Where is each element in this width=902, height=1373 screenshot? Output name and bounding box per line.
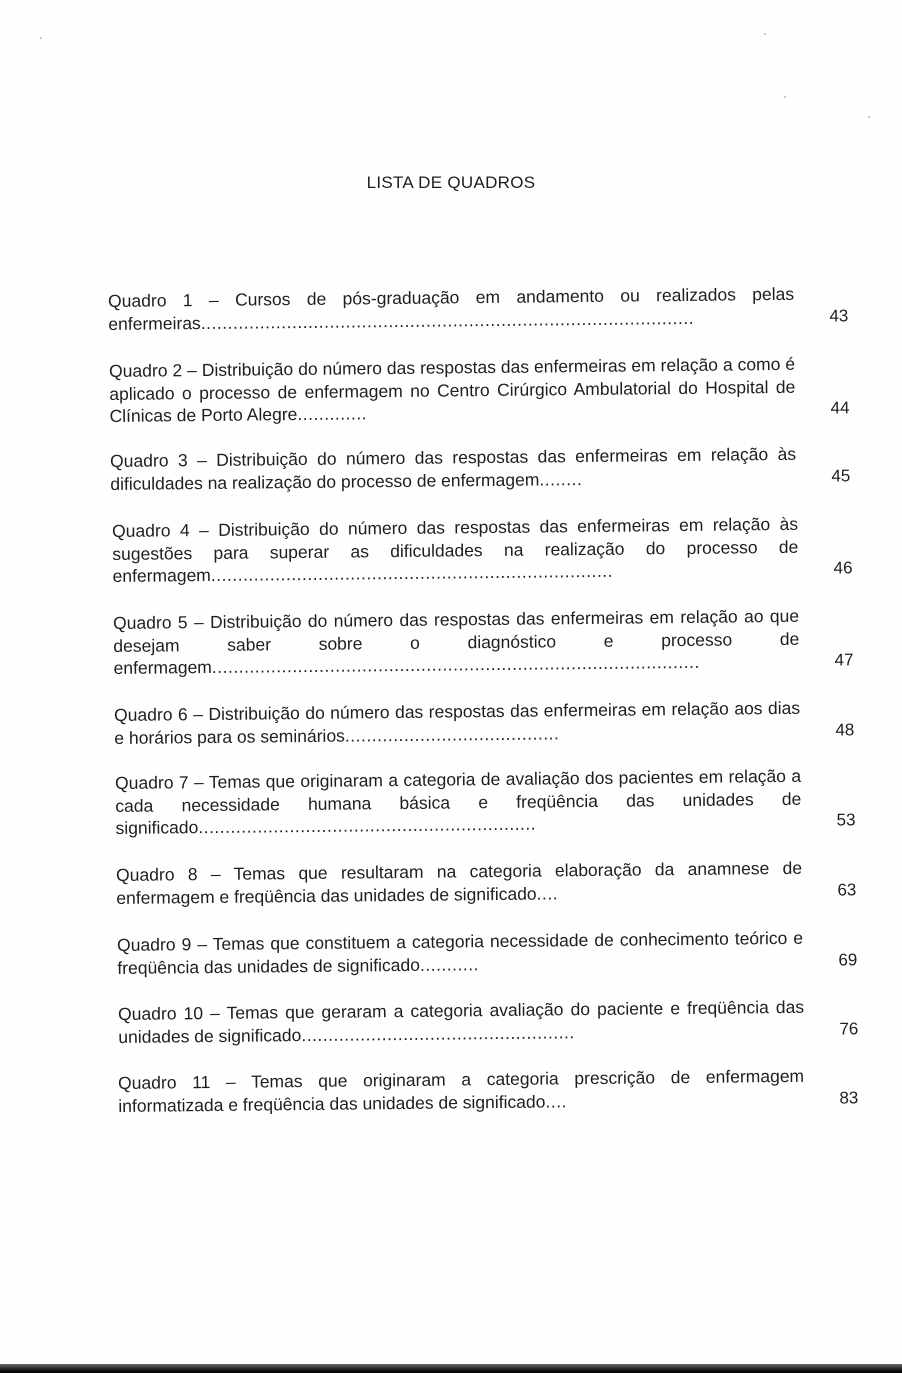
- entry-title: Quadro 6 – Distribuição do número das respostas das enfermeiras em relação aos dias e horários para os seminários: [114, 697, 801, 748]
- entry-title: Quadro 11 – Temas que originaram a categoria prescrição de enfermagem informatizada e freqüência das unidades de significado: [118, 1065, 805, 1116]
- list-item: [115, 764, 856, 839]
- scan-speck: [784, 96, 786, 98]
- entry-text: [118, 996, 804, 1048]
- page-number: 83: [839, 1087, 859, 1107]
- list-item: [118, 1064, 858, 1117]
- entry-title: Quadro 2 – Distribuição do número das respostas das enfermeiras em relação a como é aplicado o processo de enfermagem no Centro Cirúrgico Ambulatorial do Hospital de Clínicas de Porto Alegre: [109, 353, 796, 426]
- entry-title: Quadro 1 – Cursos de pós-graduação em andamento ou realizados pelas enfermeiras: [108, 283, 795, 334]
- entry-text: [118, 1065, 804, 1117]
- page-number: 47: [834, 650, 854, 670]
- entry-title: Quadro 10 – Temas que geraram a categoria avaliação do paciente e freqüência das unidades de significado: [118, 996, 805, 1047]
- entry-title: Quadro 7 – Temas que originaram a categoria de avaliação dos pacientes em relação a cada necessidade humana básica e freqüência das unidades de significado: [115, 765, 802, 838]
- entry-text: [114, 697, 800, 749]
- leader-dots: ........................................: [344, 722, 560, 746]
- entry-text: [115, 765, 802, 840]
- entry-text: [113, 605, 800, 680]
- list-item: [112, 512, 853, 587]
- list-item: [113, 604, 854, 679]
- leader-dots: .............: [297, 403, 368, 425]
- page-number: 69: [838, 949, 858, 969]
- page-number: 43: [829, 305, 849, 325]
- list-item: [114, 696, 854, 749]
- scan-speck: [868, 116, 870, 118]
- entry-title: Quadro 8 – Temas que resultaram na categoria elaboração da anamnese de enfermagem e freqüência das unidades de significado: [116, 857, 803, 908]
- page-number: 53: [836, 810, 856, 830]
- list-item: [109, 352, 850, 427]
- list-item: [117, 926, 857, 979]
- entry-text: [112, 513, 799, 588]
- page-number: 46: [833, 558, 853, 578]
- leader-dots: ...........................................................................................: [211, 651, 700, 677]
- list-item: [118, 995, 858, 1048]
- entry-text: [116, 857, 802, 909]
- leader-dots: ....: [536, 882, 559, 904]
- leader-dots: ...................................................: [301, 1021, 575, 1045]
- entry-title: Quadro 3 – Distribuição do número das respostas das enfermeiras em relação às dificuldades na realização do processo de enfermagem: [110, 443, 797, 494]
- scan-speck: [40, 37, 42, 39]
- scan-bottom-edge: [0, 1364, 902, 1373]
- entry-title: Quadro 4 – Distribuição do número das respostas das enfermeiras em relação às sugestões para superar as dificuldades na realização do processo de enfermagem: [112, 513, 799, 586]
- entry-text: [117, 927, 803, 979]
- list-item: [116, 856, 856, 909]
- leader-dots: ............................................................................................: [200, 307, 695, 333]
- entry-text: [109, 353, 796, 428]
- entry-title: Quadro 9 – Temas que constituem a categoria necessidade de conhecimento teórico e freqüência das unidades de significado: [117, 927, 804, 978]
- leader-dots: ...........: [419, 953, 479, 975]
- leader-dots: ...........................................................................: [210, 560, 614, 585]
- scan-speck: [764, 33, 766, 35]
- page-number: 76: [839, 1018, 859, 1038]
- page-number: 63: [837, 879, 857, 899]
- entry-text: [108, 283, 794, 335]
- leader-dots: ...............................................................: [198, 813, 537, 838]
- entry-title: Quadro 5 – Distribuição do número das respostas das enfermeiras em relação ao que desejam saber sobre o diagnóstico e processo de enfermagem: [113, 605, 800, 678]
- page-number: 45: [831, 465, 851, 485]
- leader-dots: ....: [545, 1090, 567, 1112]
- page-number: 44: [830, 398, 850, 418]
- entry-text: [110, 443, 796, 495]
- page-title: LISTA DE QUADROS: [366, 173, 536, 192]
- list-item: [108, 282, 848, 335]
- leader-dots: ........: [539, 468, 583, 490]
- list-item: [110, 442, 850, 495]
- page-number: 48: [835, 719, 855, 739]
